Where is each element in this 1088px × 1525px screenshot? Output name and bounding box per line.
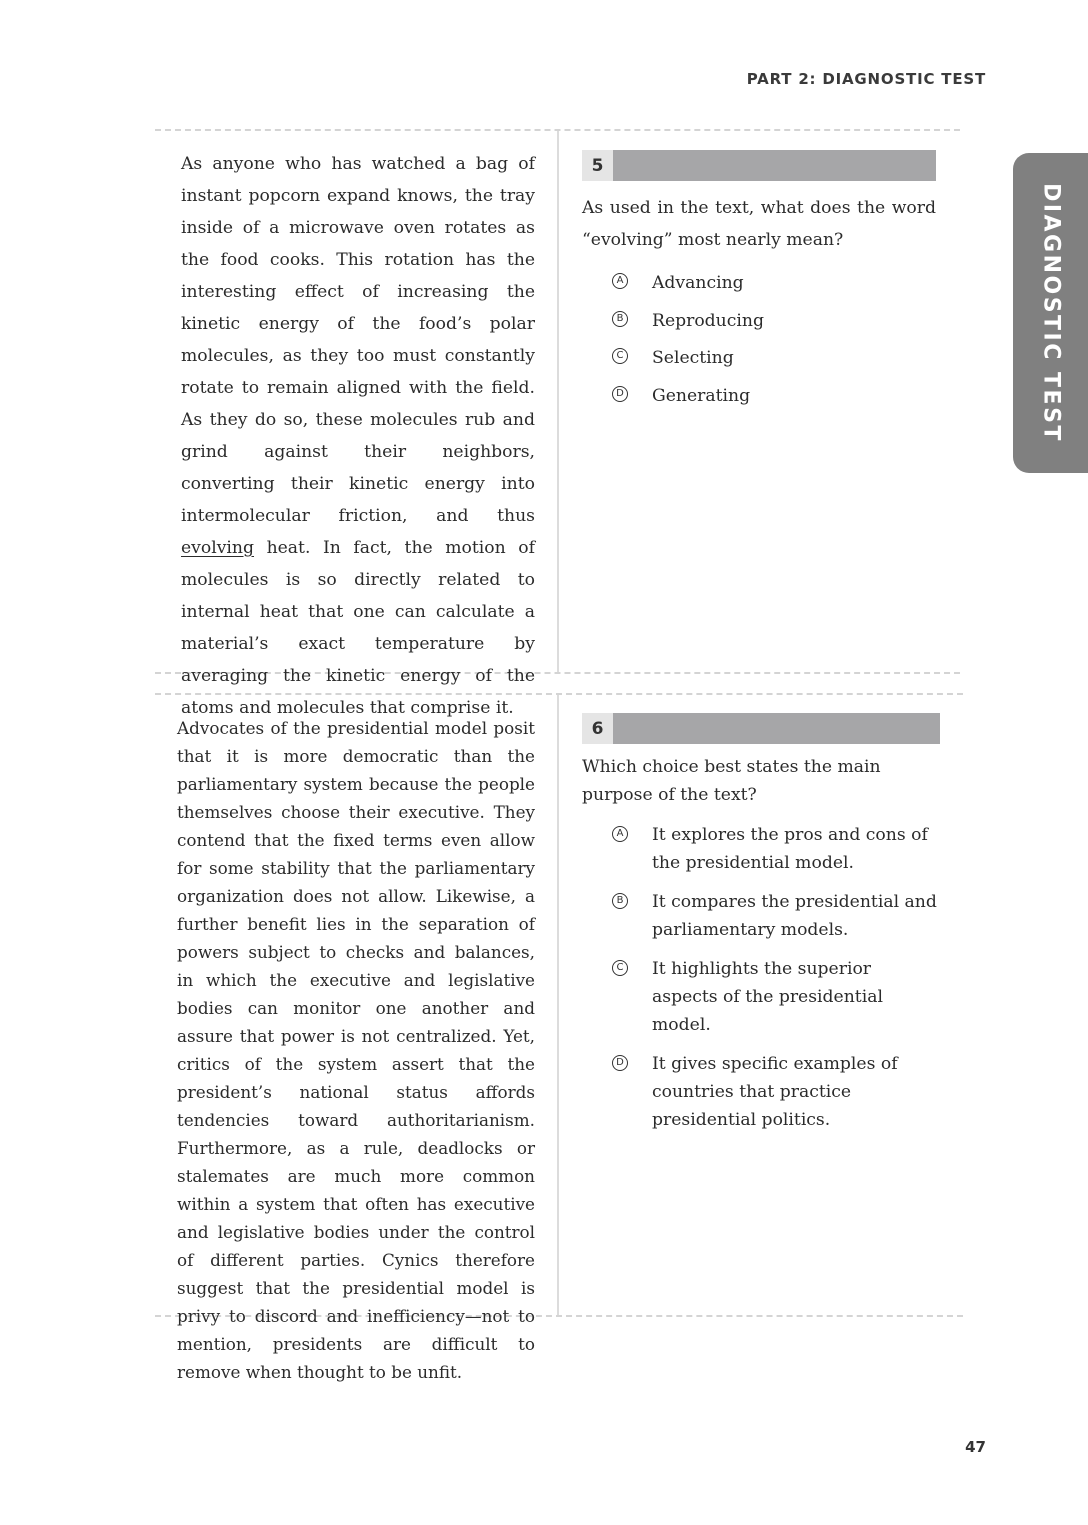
choice-5c[interactable]	[612, 343, 942, 373]
choice-6d[interactable]	[612, 1050, 942, 1134]
block-2-column-divider	[557, 695, 559, 1315]
section-side-tab	[1013, 153, 1088, 473]
question-5-header-bar	[582, 150, 936, 181]
choice-5a[interactable]	[612, 268, 942, 298]
choice-6a[interactable]	[612, 821, 942, 877]
answer-bubble-b-icon[interactable]: B	[612, 893, 628, 909]
question-6-choices	[612, 821, 942, 1145]
question-5-choices	[612, 268, 942, 418]
answer-bubble-c-icon[interactable]: C	[612, 348, 628, 364]
running-header: PART 2: DIAGNOSTIC TEST	[746, 70, 986, 88]
passage-1-underlined-word: evolving	[181, 538, 255, 558]
passage-1	[181, 148, 535, 724]
question-5-number: 5	[582, 150, 613, 181]
block-2-top-divider	[155, 693, 963, 695]
choice-6b[interactable]	[612, 888, 942, 944]
answer-bubble-a-icon[interactable]: A	[612, 273, 628, 289]
answer-bubble-b-icon[interactable]: B	[612, 311, 628, 327]
choice-5b-text: Reproducing	[652, 310, 764, 331]
answer-bubble-d-icon[interactable]: D	[612, 386, 628, 402]
choice-5d[interactable]	[612, 381, 942, 411]
choice-5c-text: Selecting	[652, 348, 734, 368]
answer-bubble-d-icon[interactable]: D	[612, 1055, 628, 1071]
passage-2: Advocates of the presidential model posit that it is more democratic than the parliamentary system because the people themselves choose their executive. They contend that the fixed terms even allow for some stability that the parliamentary organization does not allow. Likewise, a further benefit lies in the separation of powers subject to checks and balances, in which the executive and legislative bodies can monitor one another and assure that power is not centralized. Yet, critics of the system assert that the president’s national status affords tendencies toward authoritarianism. Furthermore, as a rule, deadlocks or stalemates are much more common within a system that often has executive and legislative bodies under the control of different parties. Cynics therefore suggest that the presidential model is privy to discord and inefficiency—not to mention, presidents are difficult to remove when thought to be unfit.	[177, 718, 535, 1382]
side-tab-label: DIAGNOSTIC TEST	[1038, 183, 1063, 443]
answer-bubble-c-icon[interactable]: C	[612, 960, 628, 976]
answer-bubble-a-icon[interactable]: A	[612, 826, 628, 842]
choice-6c[interactable]	[612, 955, 942, 1039]
page-number: 47	[965, 1438, 986, 1456]
question-6-number: 6	[582, 713, 613, 744]
choice-6b-text: It compares the presidential and parliamentary models.	[652, 892, 937, 940]
question-6-header-bar	[582, 713, 940, 744]
choice-5d-text: Generating	[652, 385, 751, 406]
passage-1-text-after: heat. In fact, the motion of molecules is so directly related to internal heat that one can calculate a material’s exact temperature by averaging the kinetic energy of the atoms and molecules that comprise it.	[181, 538, 535, 718]
question-6-bar-fill	[613, 713, 940, 744]
choice-5b[interactable]	[612, 306, 942, 336]
choice-6c-text: It highlights the superior aspects of the presidential model.	[652, 959, 883, 1035]
choice-5a-text: Advancing	[652, 273, 744, 293]
question-6-prompt: Which choice best states the main purpose of the text?	[582, 757, 881, 805]
choice-6d-text: It gives specific examples of countries that practice presidential politics.	[652, 1054, 898, 1130]
question-5-prompt: As used in the text, what does the word “evolving” most nearly mean?	[582, 198, 936, 250]
passage-1-text-before: As anyone who has watched a bag of instant popcorn expand knows, the tray inside of a microwave oven rotates as the food cooks. This rotation has the interesting effect of increasing the kinetic energy of the food’s polar molecules, as they too must constantly rotate to remain aligned with the field. As they do so, these molecules rub and grind against their neighbors, converting their kinetic energy into intermolecular friction, and thus	[181, 154, 535, 526]
question-5-bar-fill	[613, 150, 936, 181]
choice-6a-text: It explores the pros and cons of the presidential model.	[652, 825, 928, 873]
block-1-column-divider	[557, 131, 559, 672]
